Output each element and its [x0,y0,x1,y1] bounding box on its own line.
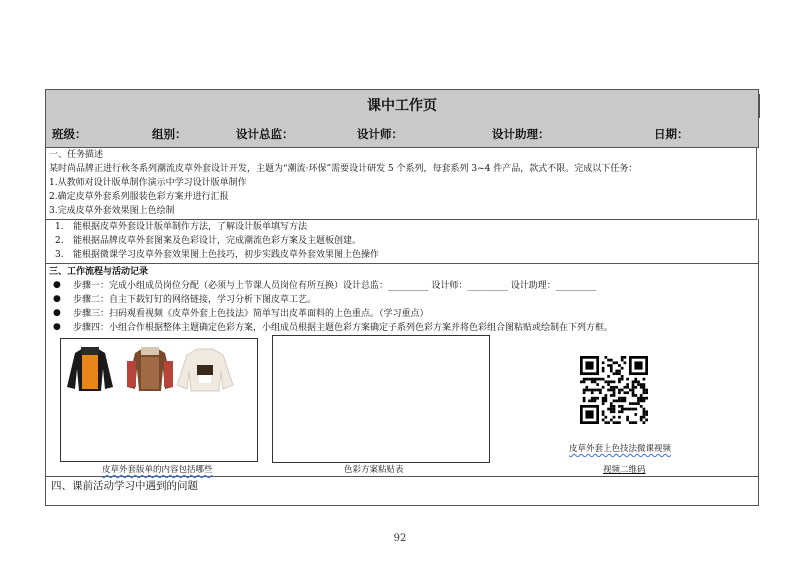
qr-code[interactable] [580,356,648,424]
field-group: 组别： [152,127,187,141]
objective-2: 能根据品牌皮草外套图案及色彩设计，完成潮流色彩方案及主题板创建。 [73,236,362,246]
box2-caption: 色彩方案粘贴表 [344,465,404,475]
field-date: 日期： [654,127,689,141]
task-description-section [45,147,757,220]
field-class: 班级： [52,127,87,141]
task-item-3: 3.完成皮草外套效果图上色绘制 [49,206,175,216]
task-heading: 一、任务描述 [49,150,104,160]
objective-3: 能根据微课学习皮草外套效果图上色技巧，初步实践皮草外套效果图上色操作 [73,250,380,260]
field-design-director: 设计总监： [236,127,294,141]
qr-code-icon [580,356,648,424]
objectives-section [45,219,759,263]
objective-2-num: 2. [55,236,64,246]
field-designer: 设计师： [357,127,403,141]
objective-1-num: 1. [55,222,64,232]
step-4: 步骤四：小组合作根据整体主题确定色彩方案，小组成员根据主题色彩方案确定子系列色彩方案并将色彩组合图粘贴或绘制在下列方框。 [73,323,614,333]
task-intro: 某时尚品牌正进行秋冬系列潮流皮草外套设计开发，主题为“潮流·环保”需要设计研发 5 个系列，每套系列 3~4 件产品，款式不限。完成以下任务： [49,164,638,174]
workflow-heading: 三、工作流程与活动记录 [49,267,149,277]
worksheet-title-bar [45,89,759,121]
page-number: 92 [393,533,407,544]
jacket-images-box [60,338,258,462]
task-item-2: 2.确定皮草外套系列服装色彩方案并进行汇报 [49,192,229,202]
divider [758,94,760,118]
objective-1: 能根据皮草外套设计版单制作方法，了解设计版单填写方法 [73,222,308,232]
bullet-icon: ● [53,294,61,304]
fur-jacket-images [61,339,257,461]
worksheet-title: 课中工作页 [367,98,437,114]
problems-section [45,475,759,506]
color-plan-paste-box[interactable] [272,335,490,463]
field-design-assistant: 设计助理： [492,127,550,141]
objective-3-num: 3. [55,250,64,260]
box1-caption: 皮草外套版单的内容包括哪些 [102,465,213,475]
qr-label: 皮草外套上色技法微课视频 [569,444,672,454]
header-fields-row [45,119,759,148]
step-1: 步骤一：完成小组成员岗位分配（必须与上节课人员岗位有所互换）设计总监：_________ 设计师：_________ 设计助理：_________ [73,281,597,291]
bullet-icon: ● [53,280,61,290]
problems-heading: 四、课前活动学习中遇到的问题 [51,480,198,492]
bullet-icon: ● [53,322,61,332]
workflow-section [45,263,759,477]
step-3: 步骤三：扫码观看视频《皮草外套上色技法》简单写出皮革面料的上色重点。（学习重点） [73,309,429,319]
bullet-icon: ● [53,308,61,318]
task-item-1: 1.从教师对设计版单制作演示中学习设计版单制作 [49,178,247,188]
step-2: 步骤二：自主下载钉钉的网络链接，学习分析下图皮草工艺。 [73,295,317,305]
qr-caption: 视频二维码 [603,465,646,475]
